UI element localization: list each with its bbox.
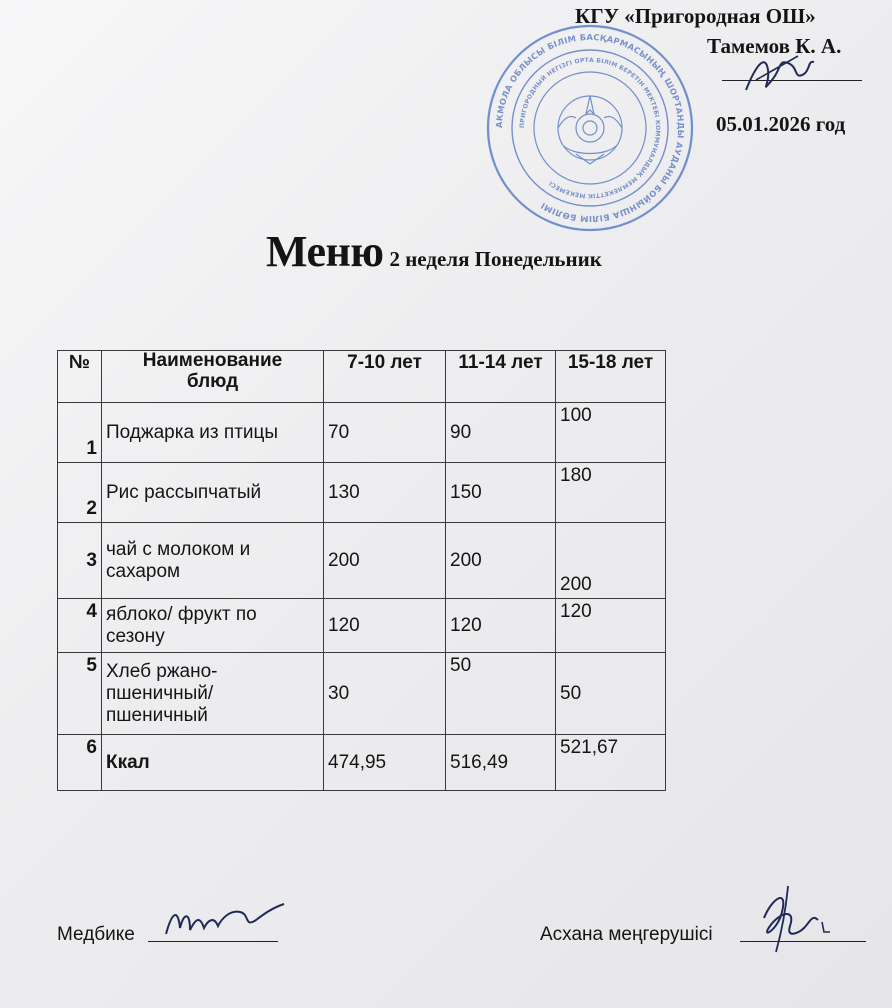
row-number: 1 <box>58 403 102 463</box>
row-number: 5 <box>58 653 102 735</box>
approval-date: 05.01.2026 год <box>716 112 846 136</box>
table-row <box>58 403 666 463</box>
stamp-outer-text: АКМОЛА ОБЛЫСЫ БІЛІМ БАСҚАРМАСЫНЫҢ ШОРТАНДЫ АУДАНЫ БОЙЫНША БІЛІМ БӨЛІМІ <box>493 31 687 225</box>
dish-name: Рис рассыпчатый <box>102 463 324 523</box>
table-row <box>58 653 666 735</box>
menu-table <box>57 350 666 791</box>
portion-7-10: 30 <box>324 653 446 735</box>
nurse-signature <box>160 898 290 944</box>
menu-title-main: Меню <box>266 227 384 276</box>
director-name: Тамемов К. А. <box>707 34 842 58</box>
portion-11-14: 200 <box>446 523 556 599</box>
menu-subtitle: 2 неделя Понедельник <box>389 247 602 271</box>
dish-name: чай с молоком и сахаром <box>102 523 324 599</box>
portion-11-14: 50 <box>446 653 556 735</box>
canteen-head-label: Асхана меңгерушісі <box>540 924 713 945</box>
row-number: 3 <box>58 523 102 599</box>
kcal-11-14: 516,49 <box>446 735 556 791</box>
official-stamp <box>484 22 696 234</box>
table-row <box>58 523 666 599</box>
stamp-inner-text: ПРИГОРОДНЫЙ НЕГІЗГІ ОРТА БІЛІМ БЕРЕТІН МЕКТЕБІ КОММУНАЛДЫҚ МЕМЛЕКЕТТІК МЕКЕМЕСІ <box>518 56 662 200</box>
table-row <box>58 599 666 653</box>
portion-15-18: 200 <box>556 523 666 599</box>
table-row-total <box>58 735 666 791</box>
table-row <box>58 463 666 523</box>
portion-7-10: 120 <box>324 599 446 653</box>
portion-7-10: 130 <box>324 463 446 523</box>
portion-15-18: 100 <box>556 403 666 463</box>
portion-11-14: 90 <box>446 403 556 463</box>
portion-11-14: 150 <box>446 463 556 523</box>
portion-15-18: 180 <box>556 463 666 523</box>
portion-15-18: 50 <box>556 653 666 735</box>
portion-7-10: 70 <box>324 403 446 463</box>
row-number: 2 <box>58 463 102 523</box>
kcal-15-18: 521,67 <box>556 735 666 791</box>
menu-title <box>266 226 602 277</box>
table-header-row <box>58 351 666 403</box>
director-signature <box>738 50 818 96</box>
nurse-label: Медбике <box>57 924 135 945</box>
kcal-label: Ккал <box>102 735 324 791</box>
col-header-age-7-10: 7-10 лет <box>324 351 446 403</box>
col-header-number: № <box>58 351 102 403</box>
kcal-7-10: 474,95 <box>324 735 446 791</box>
dish-name: Поджарка из птицы <box>102 403 324 463</box>
dish-name: яблоко/ фрукт по сезону <box>102 599 324 653</box>
row-number: 4 <box>58 599 102 653</box>
svg-text:ПРИГОРОДНЫЙ НЕГІЗГІ ОРТА БІЛІМ <box>519 57 661 199</box>
row-number: 6 <box>58 735 102 791</box>
dish-name: Хлеб ржано-пшеничный/ пшеничный <box>102 653 324 735</box>
portion-11-14: 120 <box>446 599 556 653</box>
canteen-head-signature <box>742 878 842 958</box>
portion-7-10: 200 <box>324 523 446 599</box>
col-header-age-15-18: 15-18 лет <box>556 351 666 403</box>
organization-name: КГУ «Пригородная ОШ» <box>575 4 816 28</box>
portion-15-18: 120 <box>556 599 666 653</box>
col-header-dish: Наименование блюд <box>102 351 324 403</box>
col-header-age-11-14: 11-14 лет <box>446 351 556 403</box>
emblem-icon <box>558 96 622 164</box>
